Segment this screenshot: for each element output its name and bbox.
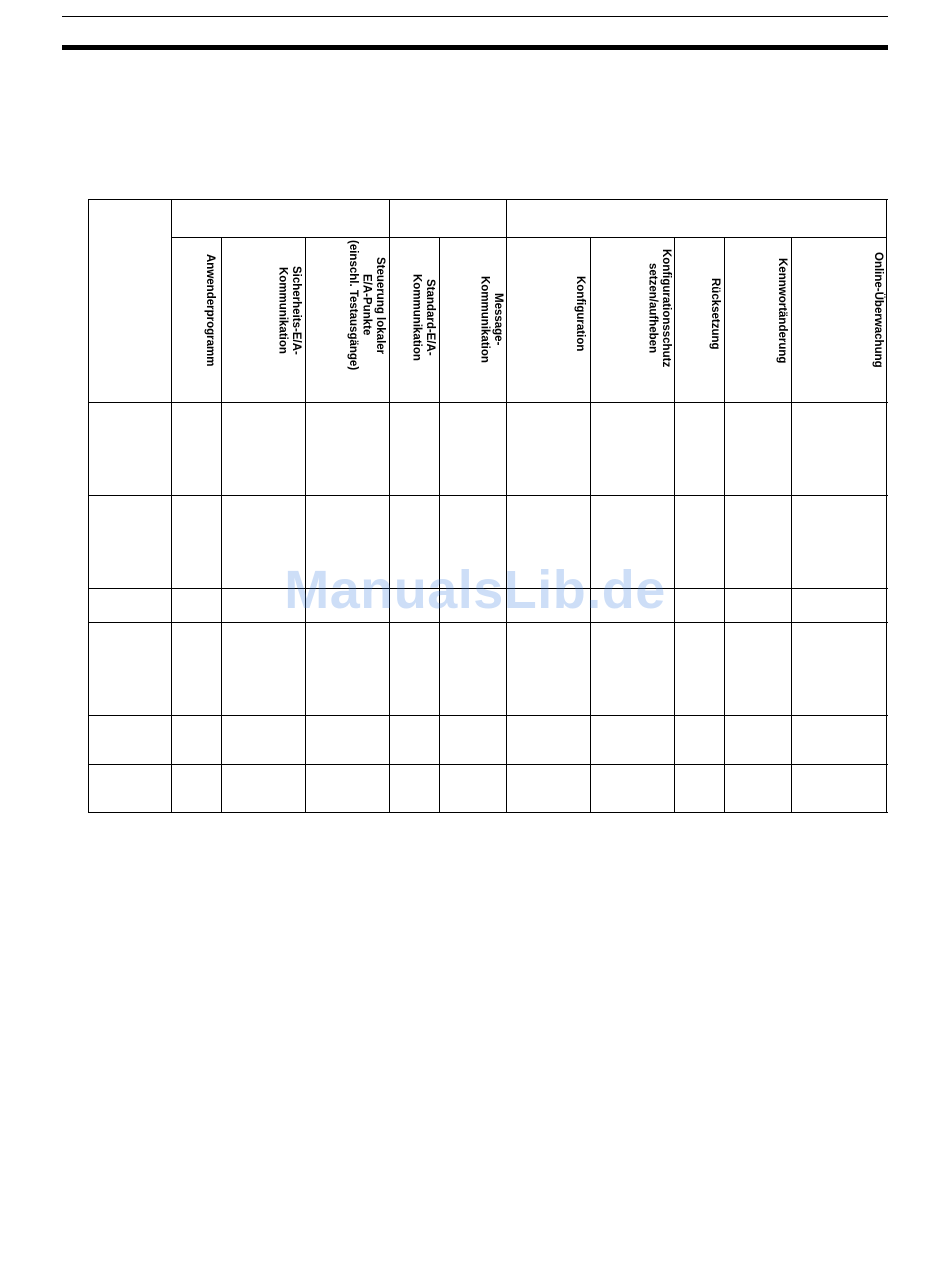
row-line	[88, 495, 888, 496]
col-line	[506, 199, 507, 813]
col-header-online-ueberwachung: Online-Überwachung	[872, 252, 884, 368]
col-line	[171, 199, 172, 813]
watermark: ManualsLib.de	[284, 560, 666, 620]
col-line	[674, 237, 675, 813]
group-header-divider	[171, 237, 887, 238]
header-bottom-line	[88, 402, 888, 403]
row-line	[88, 764, 888, 765]
col-header-ruecksetzung: Rücksetzung	[709, 278, 721, 350]
col-header-standard-ea: Standard-E/A- Kommunikation	[410, 274, 436, 361]
table-bottom-border	[88, 812, 888, 813]
row-line	[88, 715, 888, 716]
row-line	[88, 622, 888, 623]
table-right-border	[886, 199, 887, 813]
col-header-sicherheits-ea: Sicherheits-E/A- Kommunikation	[276, 266, 302, 355]
col-line	[305, 237, 306, 813]
col-header-anwenderprogramm: Anwenderprogramm	[204, 254, 216, 367]
col-line	[590, 237, 591, 813]
col-line	[724, 237, 725, 813]
col-line	[221, 237, 222, 813]
col-line	[439, 237, 440, 813]
col-line	[389, 199, 390, 813]
col-header-message: Message- Kommunikation	[478, 276, 504, 363]
col-header-steuerung-lokal: Steuerung lokaler E/A-Punkte (einschl. Testausgänge)	[347, 240, 386, 371]
table-left-border	[88, 199, 89, 813]
col-line	[791, 237, 792, 813]
col-header-kennwortaenderung: Kennwortänderung	[776, 258, 788, 364]
table-top-border	[88, 199, 888, 200]
col-header-konfigurationsschutz: Konfigurationsschutz setzen/aufheben	[646, 249, 672, 368]
col-header-konfiguration: Konfiguration	[574, 276, 586, 352]
